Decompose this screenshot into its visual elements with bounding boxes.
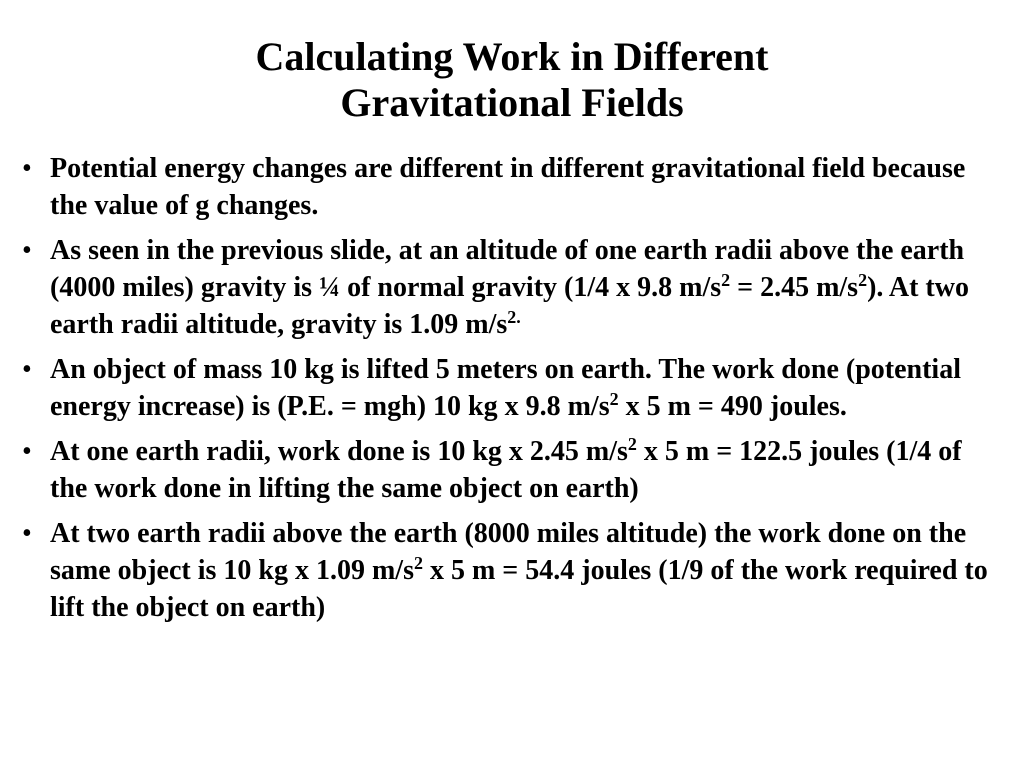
bullet-marker: • (22, 153, 32, 184)
bullet-text: An object of mass 10 kg is lifted 5 meters on earth. The work done (potential energy increase) is (P.E. = mgh) 10 kg x 9.8 m/s (50, 354, 961, 422)
bullet-text: = 2.45 m/s (730, 272, 859, 303)
bullet-marker: • (22, 436, 32, 467)
bullet-list (22, 150, 997, 634)
bullet-text: x 5 m = 122.5 joules (1/4 of the work done in lifting the same object on earth) (50, 436, 962, 504)
bullet-marker: • (22, 235, 32, 266)
superscript: 2 (721, 270, 731, 290)
slide-title (0, 34, 1024, 126)
superscript: 2 (413, 553, 423, 573)
bullet-marker: • (22, 518, 32, 549)
bullet-item-2 (22, 232, 997, 343)
bullet-item-1 (22, 150, 997, 224)
bullet-marker: • (22, 354, 32, 385)
bullet-text: At two earth radii above the earth (8000 miles altitude) the work done on the same object is 10 kg x 1.09 m/s (50, 518, 967, 586)
slide-title-line-1: Calculating Work in Different (255, 34, 769, 79)
bullet-text: Potential energy changes are different in different gravitational field because the value of g changes. (50, 153, 966, 221)
bullet-item-3 (22, 351, 997, 425)
superscript: 2 (627, 434, 637, 454)
superscript: 2 (609, 389, 619, 409)
slide-title-line-2: Gravitational Fields (340, 80, 684, 125)
bullet-item-4 (22, 433, 997, 507)
bullet-text: x 5 m = 490 joules. (618, 391, 847, 422)
bullet-item-5 (22, 515, 997, 626)
bullet-text: At one earth radii, work done is 10 kg x 2.45 m/s (50, 436, 628, 467)
bullet-text: ). At two earth radii altitude, gravity is 1.09 m/s (50, 272, 969, 340)
bullet-text: x 5 m = 54.4 joules (1/9 of the work required to lift the object on earth) (50, 555, 988, 623)
superscript: 2. (507, 307, 521, 327)
superscript: 2 (858, 270, 868, 290)
bullet-text: As seen in the previous slide, at an altitude of one earth radii above the earth (4000 miles) gravity is ¼ of normal gravity (1/4 x 9.8 m/s (50, 235, 965, 303)
